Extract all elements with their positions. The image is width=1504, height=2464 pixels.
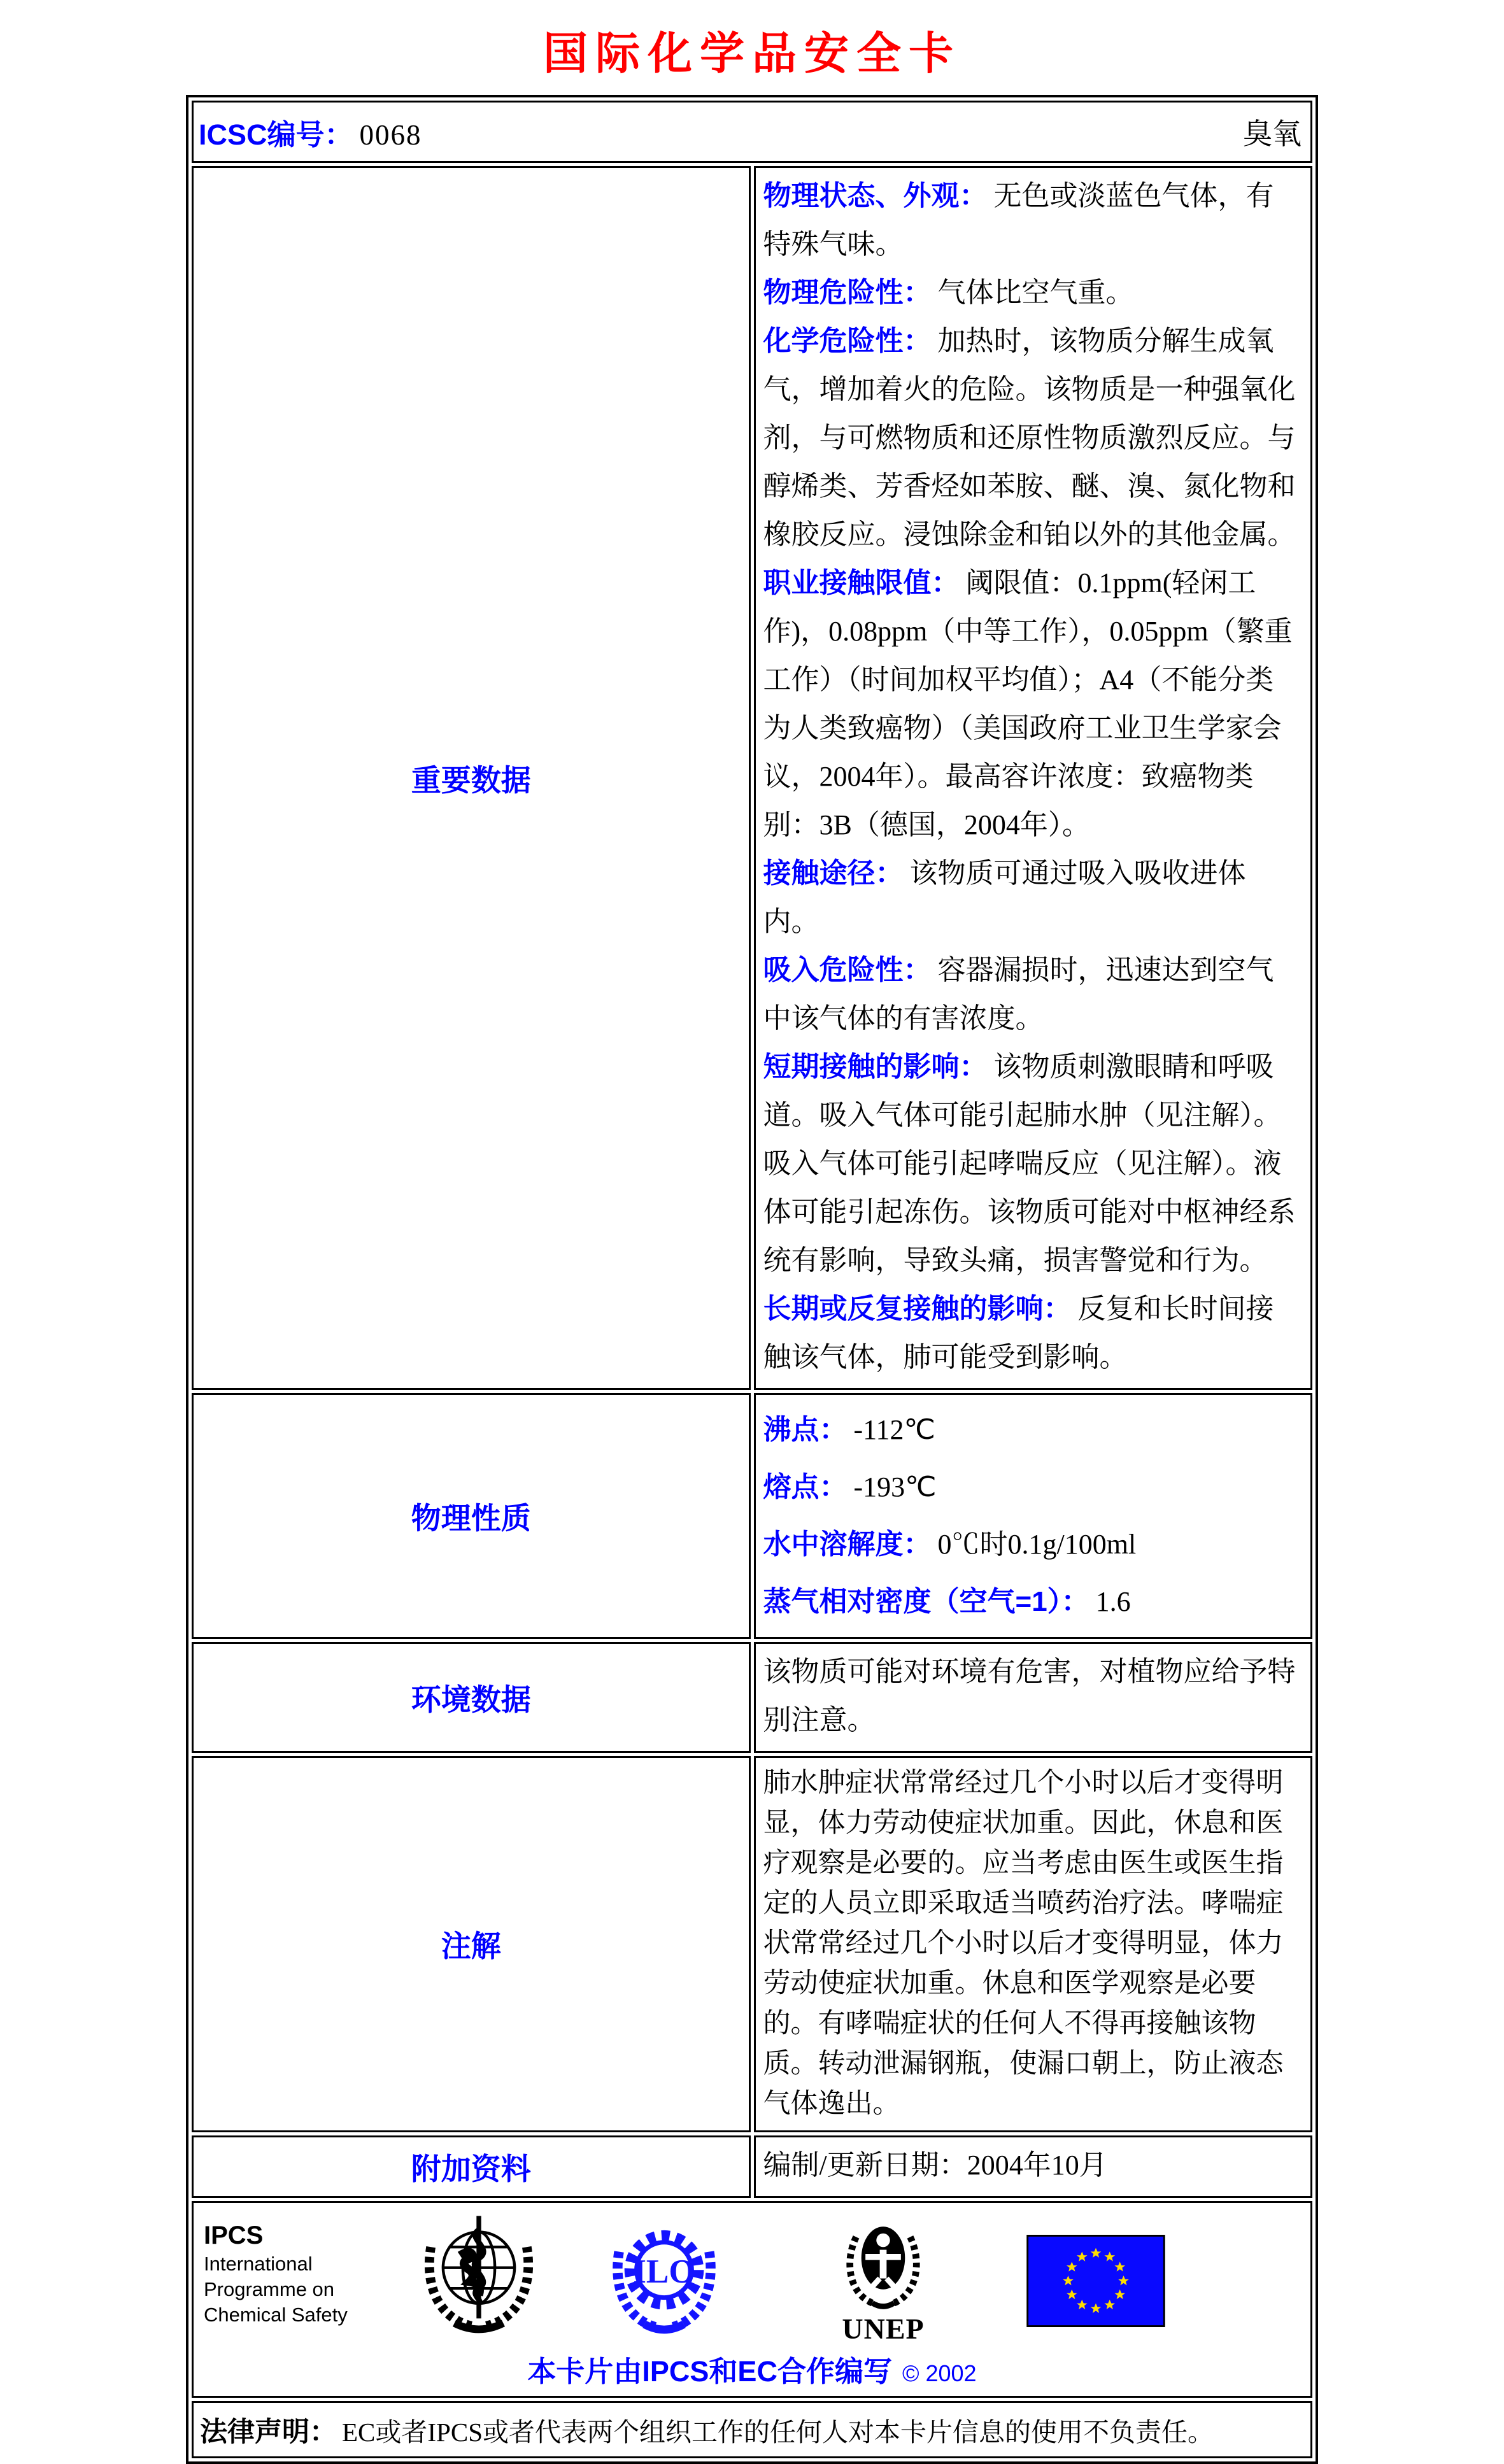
item-label: 接触途径： xyxy=(763,858,904,889)
item-text: 该物质可通过吸入吸收进体内。 xyxy=(763,858,1246,937)
section-label-physical-properties: 物理性质 xyxy=(192,1393,751,1639)
physical-property-line xyxy=(763,1459,1301,1516)
who-logo-icon xyxy=(422,2213,536,2339)
item-text: 无色或淡蓝色气体，有特殊气味。 xyxy=(763,180,1274,260)
logos-cell xyxy=(192,2201,1312,2398)
ipcs-title: IPCS xyxy=(204,2221,264,2249)
item-text: 阈限值：0.1ppm(轻闲工作)，0.08ppm（中等工作），0.05ppm（繁重工作）（时间加权平均值）；A4（不能分类为人类致癌物）（美国政府工业卫生学家会议，2004年）。最高容许浓度：致癌物类别：3B（德国，2004年）。 xyxy=(763,567,1293,840)
important-data-item xyxy=(763,1043,1301,1285)
unep-logo-block xyxy=(819,2216,947,2346)
icsc-number-group xyxy=(199,111,422,153)
legal-cell xyxy=(192,2401,1312,2458)
important-data-item xyxy=(763,269,1301,317)
ilo-logo-icon xyxy=(611,2217,718,2339)
unep-label: UNEP xyxy=(842,2312,925,2345)
physical-property-line xyxy=(763,1516,1301,1573)
item-label: 吸入危险性： xyxy=(763,954,932,986)
item-label: 化学危险性： xyxy=(763,325,932,357)
physical-properties-row xyxy=(192,1393,1312,1639)
section-label-additional-info: 附加资料 xyxy=(192,2135,751,2198)
important-data-item xyxy=(763,946,1301,1043)
physical-property-line xyxy=(763,1401,1301,1459)
header-cell xyxy=(192,101,1312,163)
important-data-item xyxy=(763,1285,1301,1382)
section-content-important-data xyxy=(754,166,1313,1390)
icsc-card-page xyxy=(0,18,1504,2447)
unep-logo-icon xyxy=(842,2216,925,2311)
svg-text:ILO: ILO xyxy=(633,2252,695,2290)
icsc-card-table xyxy=(186,95,1318,2464)
eu-flag-icon xyxy=(1026,2235,1165,2330)
ipcs-subtitle-line: Programme on xyxy=(204,2278,335,2300)
ipcs-subtitle-line: Chemical Safety xyxy=(204,2304,348,2326)
item-text: 加热时，该物质分解生成氧气，增加着火的危险。该物质是一种强氧化剂，与可燃物质和还原性物质激烈反应。与醇烯类、芳香烃如苯胺、醚、溴、氮化物和橡胶反应。浸蚀除金和铂以外的其他金属。 xyxy=(763,325,1296,550)
important-data-item xyxy=(763,317,1301,559)
item-text: -112℃ xyxy=(853,1414,935,1445)
item-text: 容器漏损时，迅速达到空气中该气体的有害浓度。 xyxy=(763,954,1274,1034)
ipcs-subtitle-line: International xyxy=(204,2253,313,2275)
legal-label: 法律声明： xyxy=(200,2416,337,2447)
item-label: 蒸气相对密度（空气=1）： xyxy=(763,1586,1089,1617)
item-label: 长期或反复接触的影响： xyxy=(763,1293,1072,1324)
item-label: 水中溶解度： xyxy=(763,1529,932,1560)
notes-row xyxy=(192,1756,1312,2132)
item-text: 0℃时0.1g/100ml xyxy=(937,1529,1137,1560)
chemical-name: 臭氧 xyxy=(1243,118,1302,150)
section-content-notes: 肺水肿症状常常经过几个小时以后才变得明显，体力劳动使症状加重。因此，休息和医疗观察是必要的。应当考虑由医生或医生指定的人员立即采取适当喷药治疗法。哮喘症状常常经过几个小时以后才变得明显，体力劳动使症状加重。休息和医学观察是必要的。有哮喘症状的任何人不得再接触该物质。转动泄漏钢瓶，使漏口朝上，防止液态气体逸出。 xyxy=(754,1756,1313,2132)
environmental-data-row xyxy=(192,1642,1312,1753)
important-data-item xyxy=(763,172,1301,269)
item-text: 1.6 xyxy=(1095,1586,1131,1617)
important-data-item xyxy=(763,849,1301,946)
section-content-additional-info: 编制/更新日期：2004年10月 xyxy=(754,2135,1313,2198)
section-label-notes: 注解 xyxy=(192,1756,751,2132)
section-label-environmental-data: 环境数据 xyxy=(192,1642,751,1753)
icsc-number-label: ICSC编号： xyxy=(199,118,353,151)
physical-property-line xyxy=(763,1573,1301,1631)
legal-text: EC或者IPCS或者代表两个组织工作的任何人对本卡片信息的使用不负责任。 xyxy=(342,2417,1214,2447)
section-content-physical-properties xyxy=(754,1393,1313,1639)
important-data-row xyxy=(192,166,1312,1390)
header-row xyxy=(192,101,1312,163)
item-label: 沸点： xyxy=(763,1414,848,1445)
item-label: 熔点： xyxy=(763,1471,848,1503)
item-label: 物理危险性： xyxy=(763,277,932,308)
item-text: 气体比空气重。 xyxy=(937,277,1134,308)
important-data-item xyxy=(763,559,1301,849)
logos-row xyxy=(192,2201,1312,2398)
item-label: 职业接触限值： xyxy=(763,567,960,598)
ipcs-text-block xyxy=(204,2220,372,2328)
item-text: 该物质刺激眼睛和呼吸道。吸入气体可能引起肺水肿（见注解）。吸入气体可能引起哮喘反应（见注解）。液体可能引起冻伤。该物质可能对中枢神经系统有影响，导致头痛，损害警觉和行为。 xyxy=(763,1051,1296,1276)
section-content-environmental-data: 该物质可能对环境有危害，对植物应给予特别注意。 xyxy=(754,1642,1313,1753)
credit-text: 本卡片由IPCS和EC合作编写 xyxy=(527,2355,892,2388)
section-label-important-data: 重要数据 xyxy=(192,166,751,1390)
legal-row xyxy=(192,2401,1312,2458)
page-title: 国际化学品安全卡 xyxy=(543,29,961,78)
item-label: 物理状态、外观： xyxy=(763,180,988,211)
item-text: -193℃ xyxy=(853,1471,937,1503)
credit-line xyxy=(194,2348,1310,2390)
additional-info-row xyxy=(192,2135,1312,2198)
item-label: 短期接触的影响： xyxy=(763,1051,988,1082)
icsc-number-value: 0068 xyxy=(359,118,422,151)
credit-year: © 2002 xyxy=(902,2360,977,2386)
item-text: 反复和长时间接触该气体，肺可能受到影响。 xyxy=(763,1293,1274,1373)
